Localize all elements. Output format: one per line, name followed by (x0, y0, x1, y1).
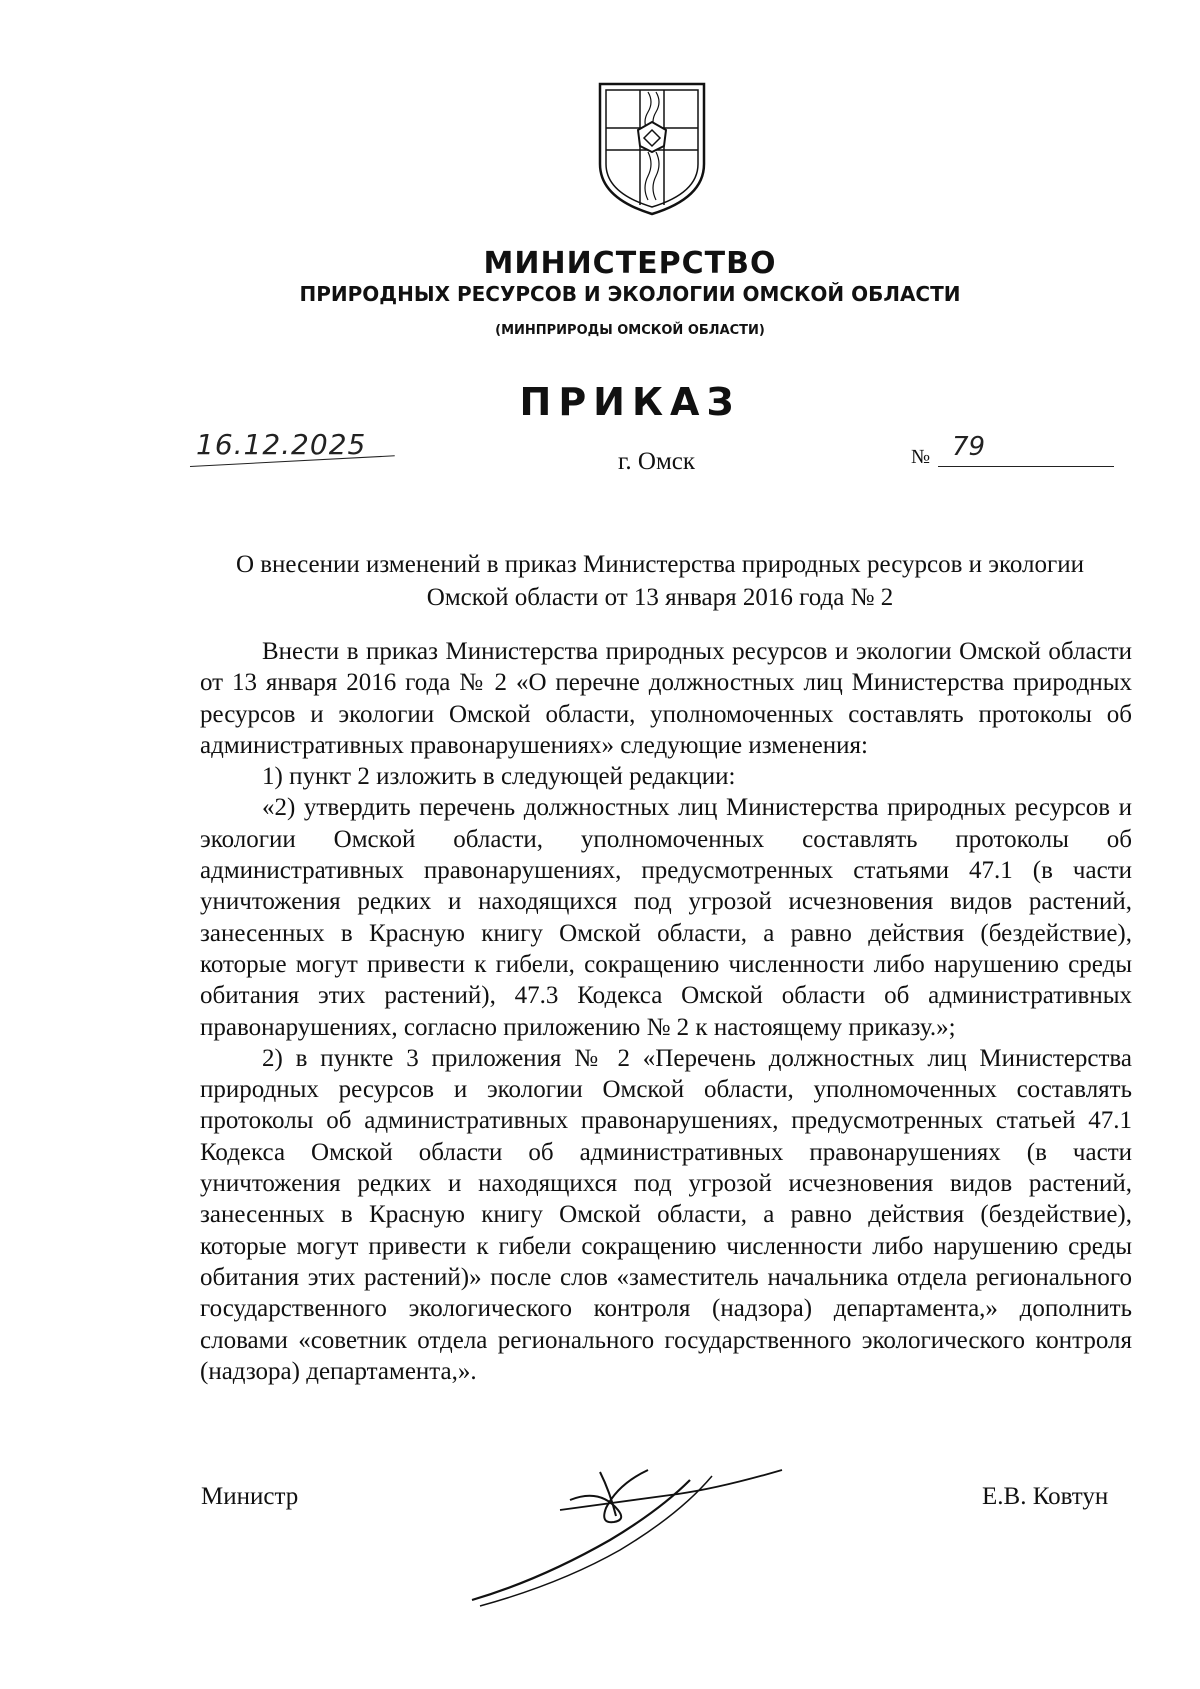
signer-title: Министр (201, 1483, 299, 1510)
ministry-subtitle: ПРИРОДНЫХ РЕСУРСОВ И ЭКОЛОГИИ ОМСКОЙ ОБЛАСТИ (299, 282, 961, 306)
order-number-label: № (911, 446, 931, 468)
body-paragraph: «2) утвердить перечень должностных лиц Министерства природных ресурсов и экологии Омской области, уполномоченных составлять протоколы об административных правонарушениях, предусмотренных статьями 47.1 (в части уничтожения редких и находящихся под угрозой исчезновения видов растений, занесенных в Красную книгу Омской области, а равно действия (бездействие), которые могут привести к гибели, сокращению численности либо нарушению среды обитания этих растений), 47.3 Кодекса Омской области об административных правонарушениях, согласно приложению № 2 к настоящему приказу.»; (200, 794, 1132, 1041)
subject-line-2: Омской области от 13 января 2016 года № 2 (426, 584, 894, 611)
ministry-title: МИНИСТЕРСТВО (483, 246, 777, 281)
subject-line-1: О внесении изменений в приказ Министерства природных ресурсов и экологии (235, 551, 1085, 578)
signer-name: Е.В. Ковтун (982, 1483, 1109, 1510)
ministry-short-name: (МИНПРИРОДЫ ОМСКОЙ ОБЛАСТИ) (495, 323, 765, 338)
order-city: г. Омск (618, 448, 696, 475)
order-date: 16.12.2025 (196, 428, 367, 461)
coat-of-arms-icon (596, 80, 708, 218)
document-type: ПРИКАЗ (519, 380, 741, 424)
handwritten-signature-icon (450, 1450, 830, 1615)
order-subject (190, 548, 1130, 614)
body-paragraph: 1) пункт 2 изложить в следующей редакции: (262, 763, 736, 791)
body-paragraph: Внести в приказ Министерства природных ресурсов и экологии Омской области от 13 января 2016 года № 2 «О перечне должностных лиц Министерства природных ресурсов и экологии Омской области, уполномоченных составлять протоколы об административных правонарушениях» следующие изменения: (200, 638, 1132, 759)
number-underline (938, 466, 1114, 467)
order-body (200, 636, 1132, 1387)
body-paragraph: 2) в пункте 3 приложения № 2 «Перечень должностных лиц Министерства природных ресурсов и экологии Омской области, уполномоченных составлять протоколы об административных правонарушениях, предусмотренных статьей 47.1 Кодекса Омской области об административных правонарушениях (в части уничтожения редких и находящихся под угрозой исчезновения видов растений, занесенных в Красную книгу Омской области, а равно действия (бездействие), которые могут привести к гибели сокращению численности либо нарушению среды обитания этих растений)» после слов «заместитель начальника отдела регионального государственного экологического контроля (надзора) департамента,» дополнить словами «советник отдела регионального государственного экологического контроля (надзора) департамента,». (200, 1044, 1132, 1385)
order-number: 79 (952, 432, 986, 462)
